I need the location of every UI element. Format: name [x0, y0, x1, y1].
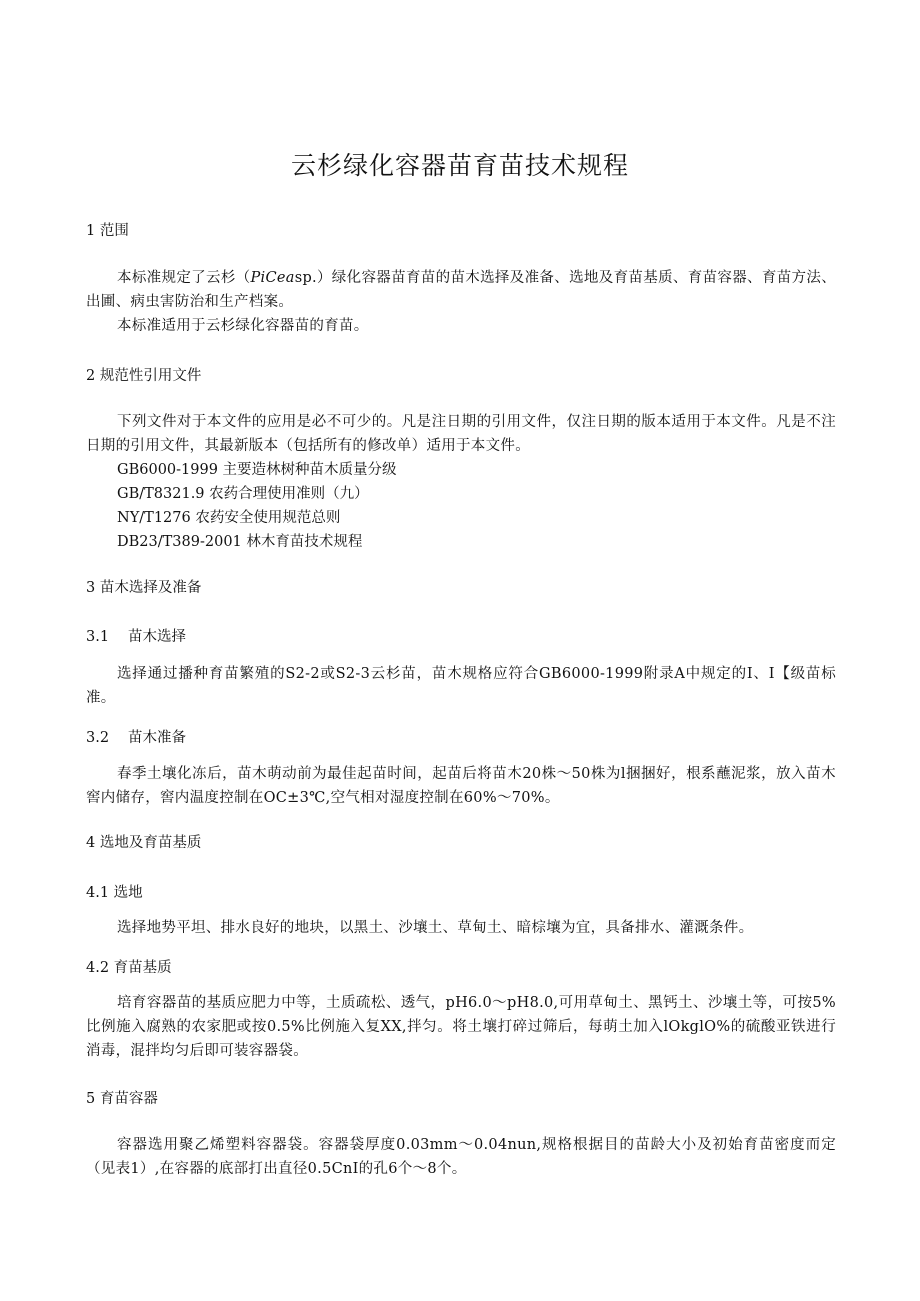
- subsection-3-2-text: 春季土壤化冻后，苗木萌动前为最佳起苗时间，起苗后将苗木20株～50株为l捆捆好，根系蘸泥浆，放入苗木窖内储存，窖内温度控制在OC±3℃,空气相对湿度控制在60%～70%。: [86, 766, 836, 806]
- section-4-heading: 4 选地及育苗基质: [86, 835, 202, 851]
- subsection-3-1-text: 选择通过播种育苗繁殖的S2-2或S2-3云杉苗，苗木规格应符合GB6000-1999附录A中规定的I、I【级苗标准。: [86, 666, 836, 706]
- latin-genus-name: PiCea: [250, 270, 295, 286]
- section-5-text: 容器选用聚乙烯塑料容器袋。容器袋厚度0.03mm～0.04nun,规格根据目的苗龄大小及初始育苗密度而定（见表1）,在容器的底部打出直径0.5CnI的孔6个～8个。: [86, 1137, 836, 1177]
- reference-item: DB23/T389-2001 林木育苗技术规程: [117, 534, 363, 550]
- section-1-p1-end: sp.）绿化容器苗育苗的苗木选择及准备、选地及育苗基质、育苗容器、育苗方法、出圃、病虫害防治和生产档案。: [86, 270, 837, 310]
- subsection-4-1-text: 选择地势平坦、排水良好的地块，以黑土、沙壤土、草甸土、暗棕壤为宜，具备排水、灌溉条件。: [117, 920, 754, 936]
- section-3-heading: 3 苗木选择及准备: [86, 580, 202, 596]
- subsection-label: 苗木准备: [128, 730, 186, 746]
- document-title: 云杉绿化容器苗育苗技术规程: [290, 151, 629, 180]
- section-1-heading: 1 范围: [86, 223, 129, 239]
- section-1-p1-start: 本标准规定了云杉（: [117, 270, 251, 286]
- reference-item: NY/T1276 农药安全使用规范总则: [117, 510, 341, 526]
- subsection-3-2-heading: [86, 728, 186, 748]
- section-1-paragraph-2: 本标准适用于云杉绿化容器苗的育苗。: [117, 318, 369, 334]
- reference-item: GB6000-1999 主要造林树种苗木质量分级: [117, 462, 397, 478]
- subsection-4-2-heading: 4.2 育苗基质: [86, 960, 172, 976]
- subsection-3-1-heading: [86, 627, 186, 647]
- subsection-number: 3.1: [86, 629, 110, 645]
- section-2-heading: 2 规范性引用文件: [86, 368, 202, 384]
- subsection-4-1-heading: 4.1 选地: [86, 885, 143, 901]
- subsection-number: 3.2: [86, 730, 110, 746]
- subsection-4-2-text: 培育容器苗的基质应肥力中等，土质疏松、透气，pH6.0～pH8.0,可用草甸土、黑钙土、沙壤土等，可按5%比例施入腐熟的农家肥或按0.5%比例施入复XX,拌匀。将土壤打碎过筛后，每萌土加入lOkglO%的硫酸亚铁进行消毒，混拌均匀后即可装容器袋。: [86, 995, 836, 1059]
- subsection-label: 苗木选择: [128, 629, 186, 645]
- section-1-paragraph-1: [86, 266, 836, 314]
- reference-item: GB/T8321.9 农药合理使用准则（九）: [117, 486, 369, 502]
- section-5-heading: 5 育苗容器: [86, 1091, 158, 1107]
- section-2-paragraph-1: 下列文件对于本文件的应用是必不可少的。凡是注日期的引用文件，仅注日期的版本适用于本文件。凡是不注日期的引用文件，其最新版本（包括所有的修改单）适用于本文件。: [86, 414, 836, 454]
